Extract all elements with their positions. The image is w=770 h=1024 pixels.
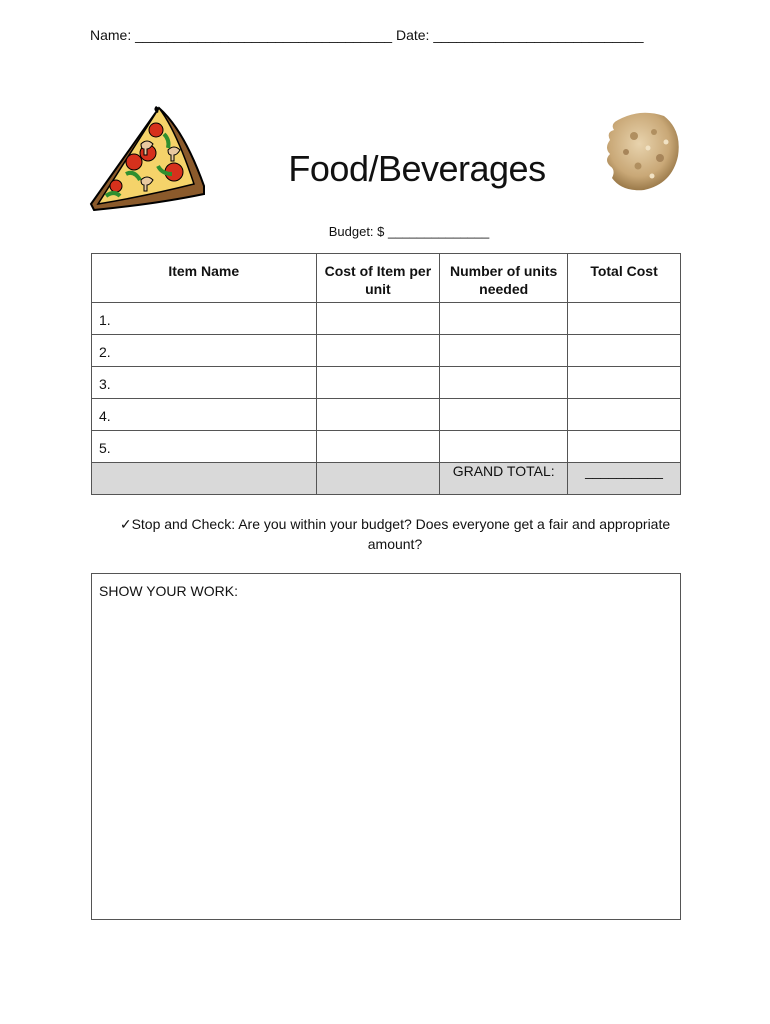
units-cell[interactable] xyxy=(440,303,568,335)
table-header-row xyxy=(92,254,681,303)
grand-total-row xyxy=(92,463,681,495)
column-header-total-cost: Total Cost xyxy=(568,254,681,303)
item-name-cell[interactable]: 1. xyxy=(92,303,317,335)
grand-total-field[interactable]: __________ xyxy=(568,463,681,495)
column-header-item-name: Item Name xyxy=(92,254,317,303)
budget-label: Budget: $ xyxy=(328,224,385,239)
budget-line xyxy=(0,224,770,239)
item-name-cell[interactable]: 2. xyxy=(92,335,317,367)
cost-cell[interactable] xyxy=(316,303,440,335)
show-work-box[interactable] xyxy=(91,573,681,920)
cost-cell[interactable] xyxy=(316,431,440,463)
table-row xyxy=(92,367,681,399)
total-cell[interactable] xyxy=(568,431,681,463)
total-cell[interactable] xyxy=(568,335,681,367)
item-name-cell[interactable]: 5. xyxy=(92,431,317,463)
grand-total-label: GRAND TOTAL: xyxy=(440,463,568,495)
units-cell[interactable] xyxy=(440,431,568,463)
total-cell[interactable] xyxy=(568,303,681,335)
item-name-cell[interactable]: 3. xyxy=(92,367,317,399)
total-cell[interactable] xyxy=(568,367,681,399)
item-name-cell[interactable]: 4. xyxy=(92,399,317,431)
name-date-line xyxy=(90,27,690,43)
table-row xyxy=(92,399,681,431)
table-row xyxy=(92,335,681,367)
date-label: Date: xyxy=(395,27,430,43)
units-cell[interactable] xyxy=(440,399,568,431)
grand-total-empty-cell xyxy=(92,463,317,495)
show-work-label: SHOW YOUR WORK: xyxy=(99,583,238,599)
name-label: Name: xyxy=(90,27,132,43)
units-cell[interactable] xyxy=(440,367,568,399)
budget-field[interactable]: ______________ xyxy=(388,224,490,239)
date-field[interactable]: ___________________________ xyxy=(433,27,644,43)
page-title: Food/Beverages xyxy=(288,148,546,189)
cost-table xyxy=(91,253,681,495)
grand-total-empty-cell xyxy=(316,463,440,495)
table-row xyxy=(92,431,681,463)
total-cell[interactable] xyxy=(568,399,681,431)
column-header-units-needed: Number of units needed xyxy=(440,254,568,303)
name-field[interactable]: _________________________________ xyxy=(135,27,393,43)
units-cell[interactable] xyxy=(440,335,568,367)
cost-cell[interactable] xyxy=(316,367,440,399)
cost-cell[interactable] xyxy=(316,335,440,367)
table-row xyxy=(92,303,681,335)
column-header-cost-per-unit: Cost of Item per unit xyxy=(316,254,440,303)
cost-cell[interactable] xyxy=(316,399,440,431)
stop-and-check-text: ✓Stop and Check: Are you within your budget? Does everyone get a fair and appropriate amount? xyxy=(119,516,671,552)
